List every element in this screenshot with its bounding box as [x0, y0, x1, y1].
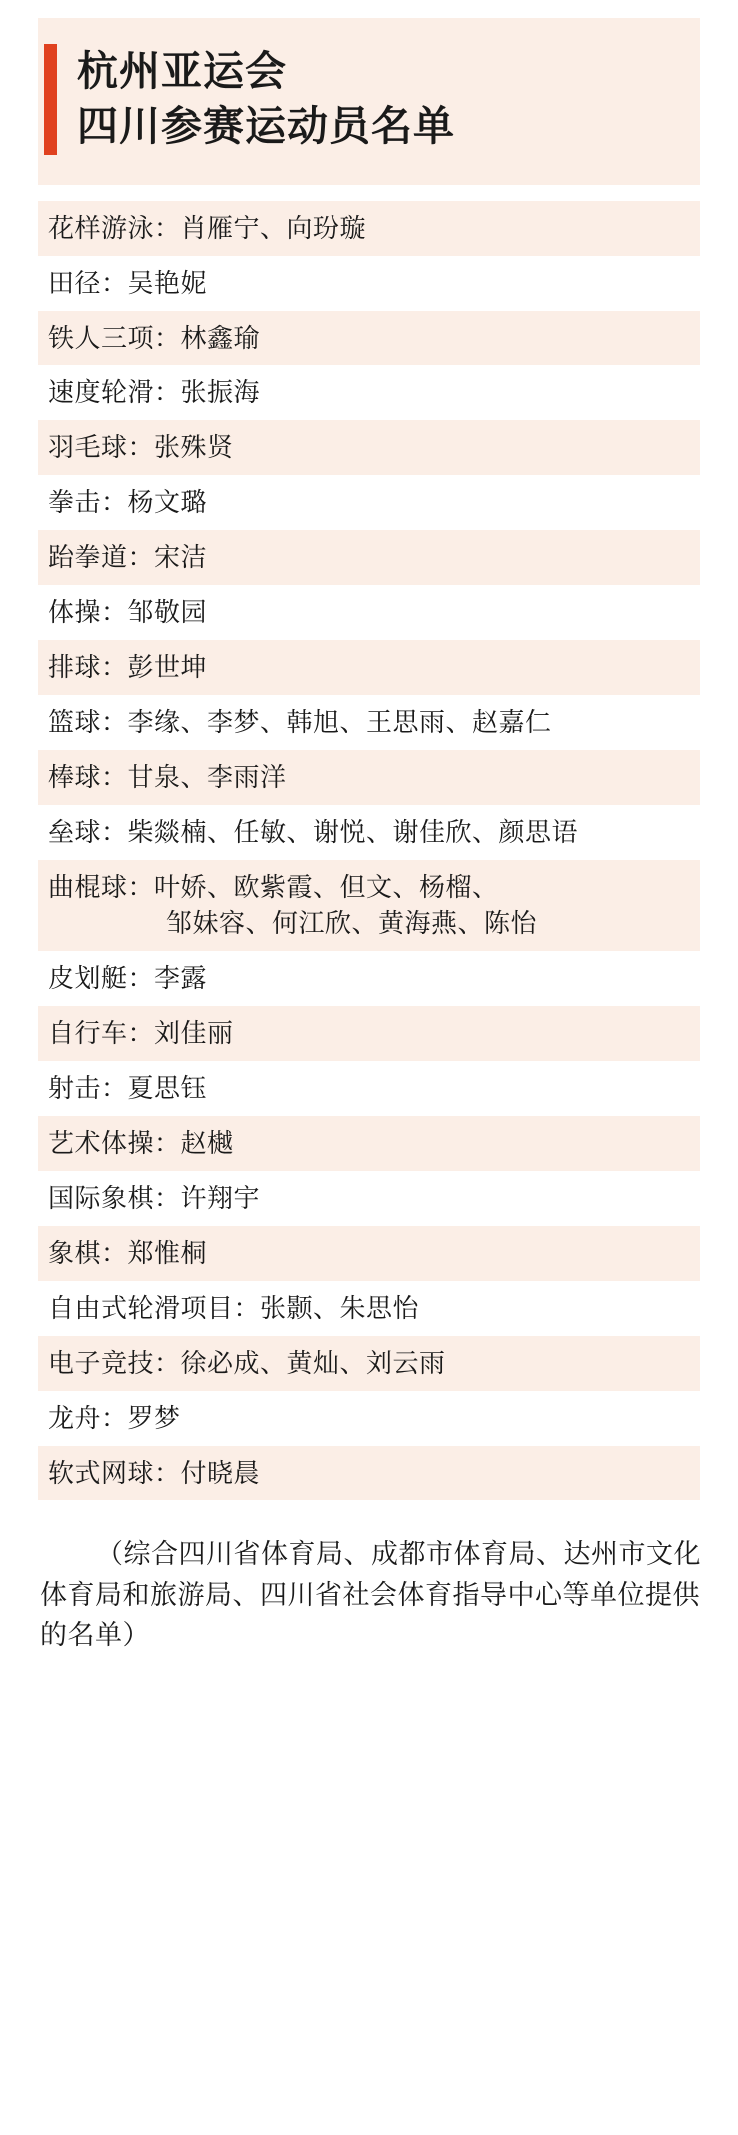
- page-title-line-2: 四川参赛运动员名单: [77, 103, 455, 150]
- header-titles: [77, 44, 455, 155]
- poster-header: [38, 18, 700, 185]
- list-item-text: 射击：夏思钰: [48, 1073, 208, 1104]
- list-item-text: 国际象棋：许翔宇: [48, 1183, 261, 1213]
- list-item-text: 排球：彭世坤: [48, 651, 208, 682]
- list-item-text: 体操：邹敬园: [48, 597, 208, 628]
- list-item-text: 自行车：刘佳丽: [48, 1018, 234, 1049]
- list-item-text: 田径：吴艳妮: [48, 267, 208, 298]
- list-item: [38, 256, 700, 311]
- list-item: [38, 860, 700, 952]
- list-item: [38, 1116, 700, 1171]
- list-item-text: 铁人三项：林鑫瑜: [48, 322, 261, 353]
- accent-bar: [44, 44, 57, 155]
- list-item-text: 篮球：李缘、李梦、韩旭、王思雨、赵嘉仁: [48, 706, 552, 737]
- list-item-text: 拳击：杨文璐: [48, 487, 208, 518]
- list-item: [38, 1171, 700, 1226]
- list-item-text: 曲棍球：叶娇、欧紫霞、但文、杨榴、: [48, 871, 499, 902]
- list-item: [38, 750, 700, 805]
- list-item: [38, 951, 700, 1006]
- list-item: [38, 1226, 700, 1281]
- list-item: [38, 311, 700, 366]
- list-item-text: 自由式轮滑项目：张颢、朱思怡: [48, 1292, 420, 1323]
- list-item: [38, 640, 700, 695]
- list-item-text: 龙舟：罗梦: [48, 1402, 181, 1433]
- list-item-text: 象棋：郑惟桐: [48, 1237, 208, 1268]
- list-item-text: 跆拳道：宋洁: [48, 542, 208, 573]
- poster-page: [0, 18, 738, 2135]
- list-item: [38, 805, 700, 860]
- list-item: [38, 585, 700, 640]
- list-item: [38, 695, 700, 750]
- list-item: [38, 1336, 700, 1391]
- list-item-text: 花样游泳：肖雁宁、向玢璇: [48, 212, 367, 243]
- list-item: [38, 365, 700, 420]
- list-item: [38, 1061, 700, 1116]
- list-item: [38, 1281, 700, 1336]
- page-title-line-1: 杭州亚运会: [77, 48, 287, 94]
- list-item: [38, 1006, 700, 1061]
- list-item-text: 棒球：甘泉、李雨洋: [48, 761, 287, 792]
- list-item-text: 皮划艇：李露: [48, 963, 208, 994]
- list-item: [38, 530, 700, 585]
- athlete-list: [38, 201, 700, 1501]
- list-item-text-continued: 邹妹容、何江欣、黄海燕、陈怡: [166, 908, 538, 939]
- list-item-text: 软式网球：付晓晨: [48, 1457, 261, 1488]
- list-item: [38, 420, 700, 475]
- list-item: [38, 1391, 700, 1446]
- list-item-text: 垒球：柴燚楠、任敏、谢悦、谢佳欣、颜思语: [48, 816, 579, 847]
- list-item-text: 速度轮滑：张振海: [48, 377, 261, 408]
- list-item: [38, 1446, 700, 1501]
- source-note: （综合四川省体育局、成都市体育局、达州市文化体育局和旅游局、四川省社会体育指导中心等单位提供的名单）: [40, 1539, 701, 1651]
- list-item-text: 艺术体操：赵樾: [48, 1128, 234, 1159]
- list-item: [38, 475, 700, 530]
- list-item-text: 电子竞技：徐必成、黄灿、刘云雨: [48, 1347, 446, 1378]
- list-item: [38, 201, 700, 256]
- list-item-text: 羽毛球：张殊贤: [48, 432, 234, 463]
